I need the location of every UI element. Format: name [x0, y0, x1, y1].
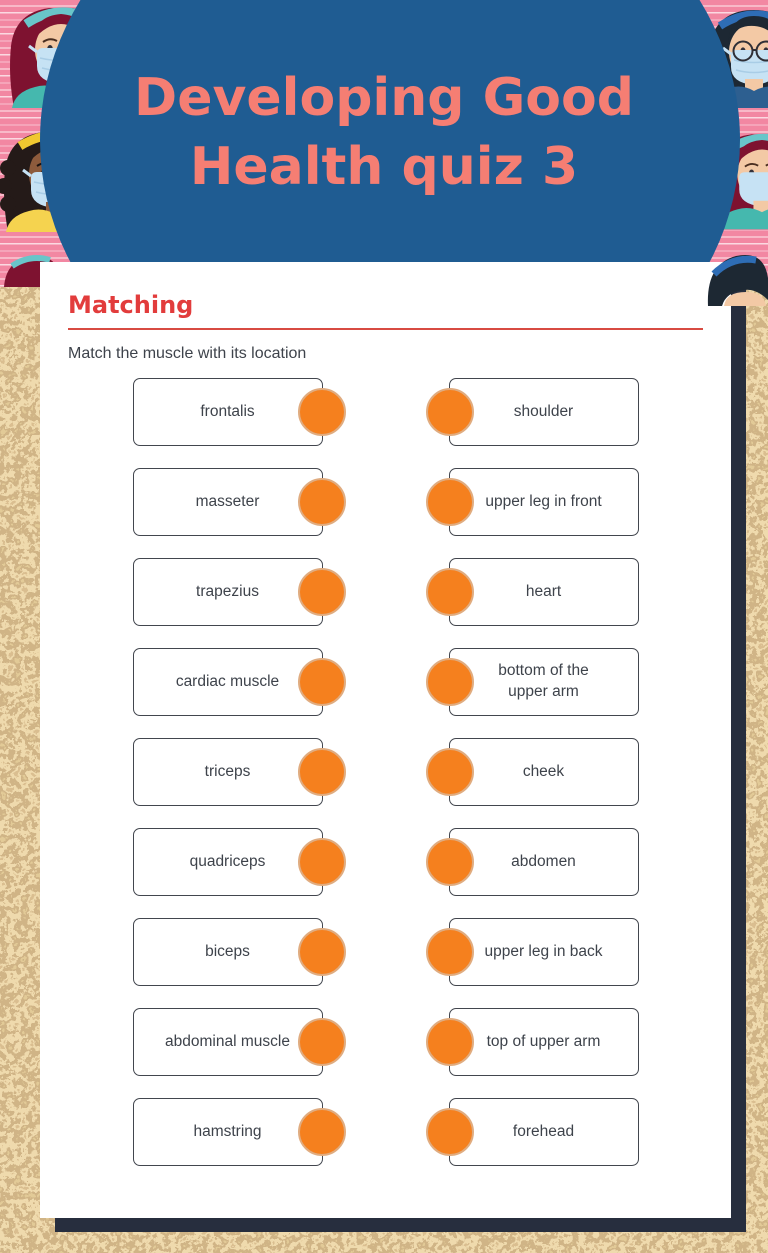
match-left-box[interactable]: [133, 468, 323, 536]
match-connector-dot[interactable]: [426, 478, 474, 526]
match-right-box[interactable]: [449, 558, 639, 626]
match-left-label: trapezius: [196, 582, 259, 600]
match-left-label: quadriceps: [189, 852, 266, 870]
match-row: [68, 378, 703, 446]
match-right-label: heart: [525, 582, 562, 600]
match-connector-dot[interactable]: [426, 838, 474, 886]
match-left-box[interactable]: [133, 828, 323, 896]
match-right-label: upper leg in front: [485, 492, 602, 510]
header-banner: [0, 0, 768, 287]
section-heading: Matching: [68, 291, 194, 319]
match-connector-dot[interactable]: [426, 1018, 474, 1066]
match-left-label: biceps: [205, 942, 250, 960]
matching-grid: [68, 378, 703, 1166]
match-right-box[interactable]: [449, 648, 639, 716]
match-left-box[interactable]: [133, 918, 323, 986]
match-right-label: bottom of the upper arm: [498, 662, 589, 700]
match-right-label: upper leg in back: [484, 942, 603, 960]
section-divider: [68, 328, 703, 330]
match-left-label: abdominal muscle: [165, 1032, 290, 1050]
match-connector-dot[interactable]: [298, 1018, 346, 1066]
match-row: [68, 1008, 703, 1076]
match-right-box[interactable]: [449, 1008, 639, 1076]
match-connector-dot[interactable]: [298, 748, 346, 796]
match-left-label: triceps: [204, 762, 251, 780]
match-right-box[interactable]: [449, 378, 639, 446]
match-left-box[interactable]: [133, 738, 323, 806]
match-row: [68, 468, 703, 536]
match-left-box[interactable]: [133, 648, 323, 716]
worksheet-card: [40, 262, 731, 1218]
match-row: [68, 828, 703, 896]
match-row: [68, 918, 703, 986]
match-connector-dot[interactable]: [298, 478, 346, 526]
match-right-label: abdomen: [511, 852, 576, 870]
partial-head-illustration: [706, 250, 768, 306]
match-connector-dot[interactable]: [426, 658, 474, 706]
match-connector-dot[interactable]: [426, 928, 474, 976]
match-left-label: frontalis: [200, 402, 255, 420]
match-right-box[interactable]: [449, 468, 639, 536]
match-connector-dot[interactable]: [298, 838, 346, 886]
match-connector-dot[interactable]: [298, 568, 346, 616]
match-right-box[interactable]: [449, 828, 639, 896]
match-left-label: hamstring: [193, 1122, 262, 1140]
match-left-box[interactable]: [133, 558, 323, 626]
match-right-label: shoulder: [513, 402, 574, 420]
match-connector-dot[interactable]: [426, 568, 474, 616]
page-title-line2: Health quiz 3: [189, 136, 579, 197]
matching-instruction: Match the muscle with its location: [68, 345, 307, 362]
page-title: [0, 64, 768, 201]
match-connector-dot[interactable]: [426, 1108, 474, 1156]
match-right-label: cheek: [522, 762, 565, 780]
match-connector-dot[interactable]: [298, 658, 346, 706]
match-right-label: top of upper arm: [486, 1032, 601, 1050]
match-connector-dot[interactable]: [298, 388, 346, 436]
match-left-box[interactable]: [133, 378, 323, 446]
match-right-box[interactable]: [449, 918, 639, 986]
match-right-box[interactable]: [449, 1098, 639, 1166]
match-right-label: forehead: [512, 1122, 575, 1140]
match-left-label: cardiac muscle: [175, 672, 280, 690]
match-connector-dot[interactable]: [298, 928, 346, 976]
match-left-label: masseter: [195, 492, 260, 510]
match-connector-dot[interactable]: [298, 1108, 346, 1156]
match-row: [68, 738, 703, 806]
match-left-box[interactable]: [133, 1008, 323, 1076]
match-left-box[interactable]: [133, 1098, 323, 1166]
match-row: [68, 648, 703, 716]
match-connector-dot[interactable]: [426, 748, 474, 796]
page-title-line1: Developing Good: [134, 68, 634, 128]
match-row: [68, 558, 703, 626]
match-connector-dot[interactable]: [426, 388, 474, 436]
match-row: [68, 1098, 703, 1166]
match-right-box[interactable]: [449, 738, 639, 806]
